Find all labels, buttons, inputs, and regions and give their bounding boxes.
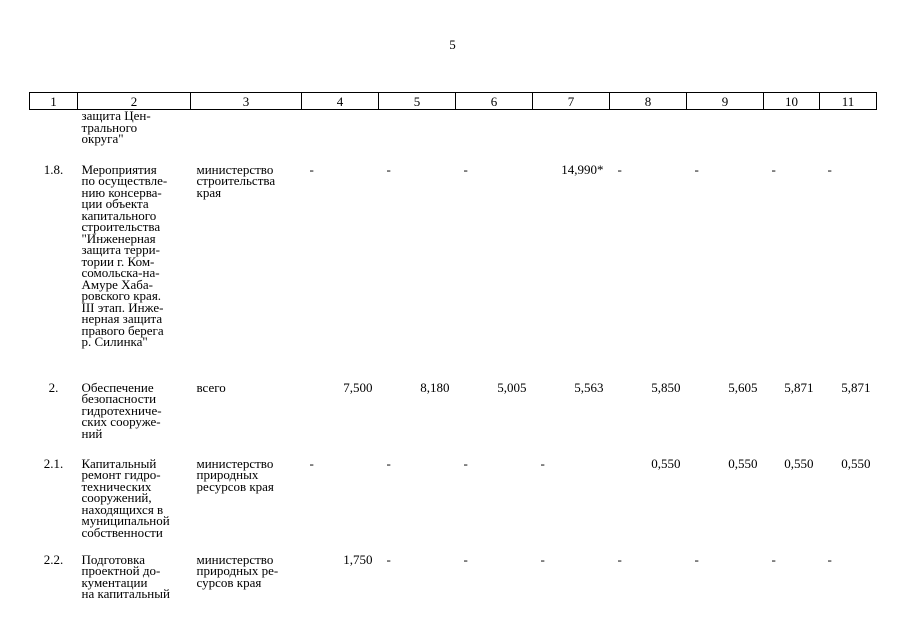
row-value: 5,005 bbox=[497, 379, 527, 395]
row-value: - bbox=[617, 551, 622, 567]
row-value: - bbox=[694, 551, 699, 567]
row-name: Капитальный ремонт гидро- технических сооружений, находящихся в муниципальной собственности bbox=[81, 455, 170, 540]
row-value: - bbox=[540, 455, 545, 471]
row-value: 5,871 bbox=[784, 379, 814, 395]
column-header: 2 bbox=[78, 93, 191, 110]
row-executor bbox=[191, 110, 302, 164]
row-value: - bbox=[617, 161, 622, 177]
row-executor: министерство строительства края bbox=[196, 161, 276, 200]
column-header: 8 bbox=[610, 93, 687, 110]
row-value: 8,180 bbox=[420, 379, 450, 395]
row-value: - bbox=[386, 455, 391, 471]
row-value bbox=[687, 110, 764, 164]
row-executor: министерство природных ресурсов края bbox=[196, 455, 274, 494]
column-header: 1 bbox=[30, 93, 78, 110]
row-value bbox=[302, 110, 379, 164]
row-value: 5,605 bbox=[728, 379, 758, 395]
row-name: Подготовка проектной до- кументации на капитальный bbox=[81, 551, 170, 601]
row-value bbox=[456, 110, 533, 164]
table-row bbox=[30, 458, 877, 554]
column-header: 5 bbox=[379, 93, 456, 110]
row-value: 0,550 bbox=[841, 455, 871, 471]
table-row bbox=[30, 164, 877, 382]
row-executor: министерство природных ре- сурсов края bbox=[196, 551, 279, 590]
table-row bbox=[30, 382, 877, 458]
row-value: - bbox=[771, 161, 776, 177]
budget-table bbox=[29, 92, 877, 610]
row-value: - bbox=[771, 551, 776, 567]
row-value: 5,850 bbox=[651, 379, 681, 395]
row-index: 2.1. bbox=[43, 455, 64, 471]
row-value bbox=[610, 110, 687, 164]
page-number: 5 bbox=[449, 37, 456, 52]
row-value: - bbox=[827, 161, 832, 177]
row-value: - bbox=[540, 551, 545, 567]
row-value bbox=[820, 110, 877, 164]
row-value: - bbox=[463, 551, 468, 567]
row-value: 0,550 bbox=[784, 455, 814, 471]
row-value: 5,563 bbox=[574, 379, 604, 395]
table-row bbox=[30, 110, 877, 164]
column-header: 6 bbox=[456, 93, 533, 110]
row-name: Мероприятия по осуществле- нию консерва- ции объекта капитального строительства "Инженерная защита терри- тории г. Ком- сомольска-на- Амуре Хаба- ровского края. III этап. Инже- нерная защита правого берега р. Силинка" bbox=[81, 161, 168, 349]
column-number-row bbox=[30, 93, 877, 110]
row-index: 2. bbox=[48, 379, 59, 395]
row-name: Обеспечение безопасности гидротехниче- ских сооруже- ний bbox=[81, 379, 162, 441]
row-value: 0,550 bbox=[728, 455, 758, 471]
row-value: - bbox=[386, 551, 391, 567]
row-value bbox=[533, 110, 610, 164]
row-value: - bbox=[463, 161, 468, 177]
row-value: 1,750 bbox=[343, 551, 373, 567]
row-value: 5,871 bbox=[841, 379, 871, 395]
row-value: - bbox=[309, 455, 314, 471]
row-value: - bbox=[827, 551, 832, 567]
column-header: 9 bbox=[687, 93, 764, 110]
column-header: 10 bbox=[764, 93, 820, 110]
row-index: 2.2. bbox=[43, 551, 64, 567]
row-value: - bbox=[463, 455, 468, 471]
row-value bbox=[764, 110, 820, 164]
column-header: 4 bbox=[302, 93, 379, 110]
column-header: 11 bbox=[820, 93, 877, 110]
row-value: 7,500 bbox=[343, 379, 373, 395]
column-header: 3 bbox=[191, 93, 302, 110]
row-index: 1.8. bbox=[43, 161, 64, 177]
column-header: 7 bbox=[533, 93, 610, 110]
row-index bbox=[30, 110, 78, 164]
row-value: - bbox=[386, 161, 391, 177]
row-value bbox=[379, 110, 456, 164]
row-name: защита Цен- трального округа" bbox=[81, 108, 151, 146]
table-row bbox=[30, 554, 877, 610]
row-value: - bbox=[694, 161, 699, 177]
row-value: 0,550 bbox=[651, 455, 681, 471]
row-value: - bbox=[309, 161, 314, 177]
row-executor: всего bbox=[196, 379, 226, 395]
row-value: 14,990* bbox=[561, 161, 604, 177]
